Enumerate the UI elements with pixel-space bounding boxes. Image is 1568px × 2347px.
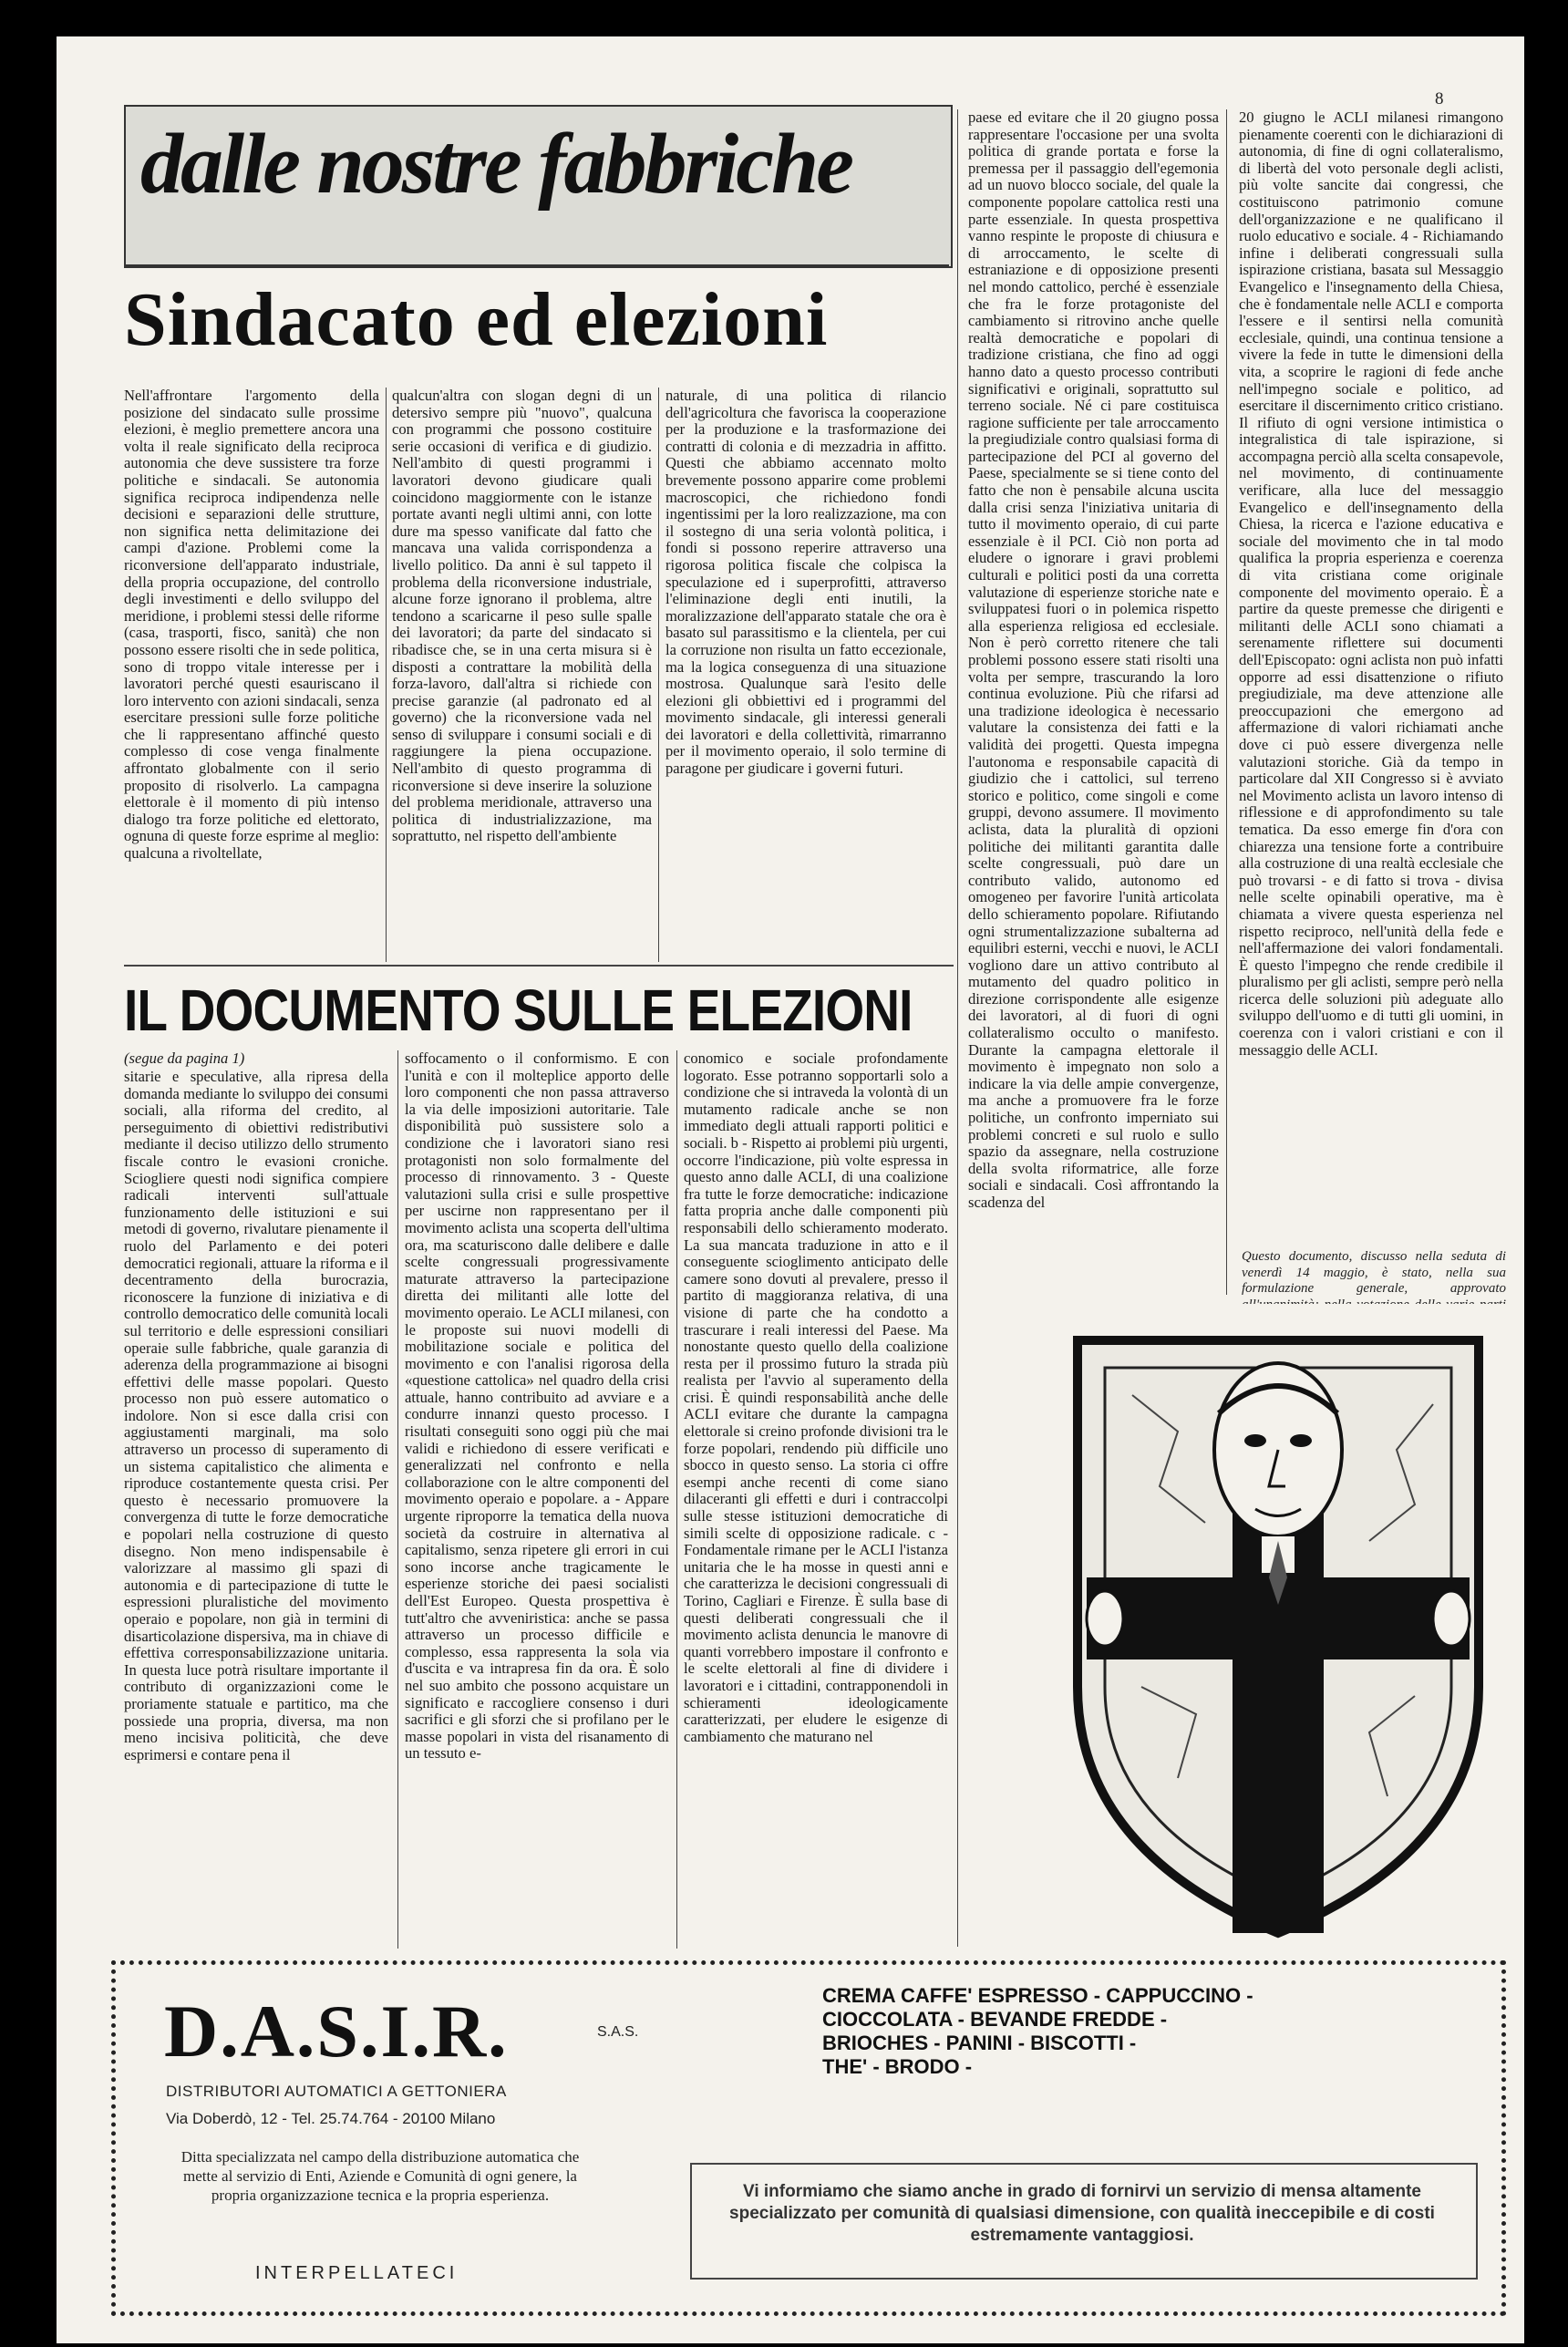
column-divider bbox=[658, 388, 659, 962]
document-column-2: soffocamento o il conformismo. E con l'unità e con il molteplice apporto delle loro componenti che non passa attraverso la via delle imposizioni autoritarie. Tale disponibilità può sussistere solo a condizione che i lavoratori siano resi protagonisti non solo formalmente del processo di rinnovamento. 3 - Queste valutazioni sulla crisi e sulle prospettive per uscirne non rappresentano per il movimento aclista una scoperta dell'ultima ora, ma scaturiscono dalle delibere e dalle scelte congressuali progressivamente maturate attraverso la partecipazione diretta dei militanti alle lotte del movimento operaio. Le ACLI milanesi, con le proposte sui nuovi modelli di mobilitazione sociale e politica del movimento e con l'analisi rigorosa della «questione cattolica» nel quadro della crisi attuale, hanno contribuito ad avviare e a condurre innanzi questo processo. I risultati conseguiti sono oggi più che mai validi e richiedono di essere verificati e generalizzati nel confronto e nella collaborazione con le altre componenti del movimento operaio e popolare. a - Appare urgente riproporre la tematica della nuova società da costruire in alternativa al capitalismo, senza ripetere gli errori in cui sono incorse anche tragicamente le esperienze storiche dei paesi socialisti dell'Est Europeo. Questa prospettiva è tutt'altro che avveniristica: anche se passa attraverso un processo difficile e complesso, essa rappresenta la sola via d'uscita e va intrapresa fin da ora. È solo nel suo ambito che possono acquistare un significato e raccogliere consenso i duri sacrifici e gli sforzi che si profilano per le masse popolari in vista del risanamento di un tessuto e- bbox=[405, 1050, 669, 1763]
section-title: dalle nostre fabbriche bbox=[140, 117, 851, 212]
ad-subtitle: DISTRIBUTORI AUTOMATICI A GETTONIERA bbox=[166, 2083, 507, 2100]
article-headline: Sindacato ed elezioni bbox=[124, 277, 829, 362]
ad-address: Via Doberdò, 12 - Tel. 25.74.764 - 20100 Milano bbox=[166, 2110, 496, 2127]
ad-description: Ditta specializzata nel campo della distribuzione automatica che mette al servizio di Enti, Aziende e Comunità di ogni genere, la propria organizzazione tecnica e la propria esperienza. bbox=[181, 2148, 580, 2204]
column-divider bbox=[386, 388, 387, 962]
document-column-1: sitarie e speculative, alla ripresa della domanda mediante lo sviluppo dei consumi sociali, alla riforma del credito, al perseguimento di obiettivi redistributivi mediante il deciso utilizzo dello strumento fiscale contro le evasioni croniche. Sciogliere questi nodi significa compiere radicali interventi sull'attuale funzionamento delle istituzioni e sui metodi di governo, rivalutare pienamente il ruolo del Parlamento e dei poteri democratici regionali, attuare la riforma e il decentramento della burocrazia, riconoscere la funzione di iniziativa e di controllo democratico delle comunità locali sul territorio e delle espressioni consiliari operaie sulle fabbriche, quale garanzia di aderenza della programmazione ai bisogni effettivi delle masse popolari. Questo processo non può essere automatico o indolore. Non si esce dalla crisi con aggiustamenti marginali, ma solo attraverso un processo di superamento di un sistema capitalistico che alimenta e riproduce costantemente questa crisi. Per questo è necessario promuovere la convergenza di tutte le forze democratiche e popolari nella costruzione di questo disegno. Non meno indispensabile è valorizzare al massimo gli spazi di autonomia e di partecipazione di tutte le espressioni pluralistiche del movimento operaio e popolare, non già in termini di disarticolazione dispersiva, ma in chiave di effettiva corresponsabilizzazione unitaria. In questa luce potrà risultare importante il contributo di organizzazioni come le proriamente statuale e partitico, ma che possiede una propria, diversa, ma non meno incisiva politicità, che deve esprimersi e contare pena il bbox=[124, 1069, 388, 1763]
document-headline: IL DOCUMENTO SULLE ELEZIONI bbox=[124, 977, 913, 1043]
column-divider bbox=[397, 1050, 398, 1949]
document-column-3: conomico e sociale profondamente logorato. Esse potranno sopportarli solo a condizione che si intraveda la volontà di un mutamento radicale anche se non immediato degli attuali rapporti politici e sociali. b - Rispetto ai problemi più urgenti, occorre l'indicazione, più volte espressa in questo anno dalle ACLI, di una coalizione fra tutte le forze democratiche: indicazione fatta propria anche dalle componenti più responsabili dello schieramento moderato. La sua mancata traduzione in atto e il conseguente scioglimento anticipato delle camere sono dovuti al prevalere, presso il partito di maggioranza relativa, di una visione di parte che ha condotto a trascurare i reali interessi del Paese. Ma nonostante questo quello della coalizione resta per il prossimo futuro la strada più realista per l'avvio al superamento della crisi. È quindi responsabilità anche delle ACLI evitare che durante la campagna elettorale si creino profonde divisioni tra le forze popolari, rendendo più difficile uno sbocco in questo senso. La storia ci offre esempi anche recenti di come siano dilaceranti gli effetti e duri i contraccolpi sulle stesse istituzioni democratiche di simili scelte di opposizione radicale. c - Fondamentale rimane per le ACLI l'istanza unitaria che le ha mosse in questi anni e che caratterizza le decisioni congressuali di Torino, Cagliari e Firenze. È sulla base di questi deliberati congressuali che il movimento aclista denuncia le manovre di quanti vorrebbero impostare il confronto e le scelte elettorali al fine di dividere i lavoratori e i cittadini, contrapponendoli in schieramenti ideologicamente caratterizzati, per eludere le esigenze di cambiamento che maturano nel bbox=[684, 1050, 948, 1745]
ad-product-list bbox=[822, 1984, 1253, 2079]
document-column-5: 20 giugno le ACLI milanesi rimangono pienamente coerenti con le dichiarazioni di autonomia, di fine di ogni collateralismo, di libertà del voto personale degli aclisti, più volte sancite dai congressi, che costituiscono patrimonio comune dell'organizzazione e ne qualificano il ruolo educativo e sociale. 4 - Richiamando infine i deliberati congressuali sulla ispirazione cristiana, basata sul Messaggio Evangelico e l'insegnamento della Chiesa, che è fondamentale nelle ACLI e comporta l'essere e il sentirsi nella comunità ecclesiale, quindi, una continua tensione a vivere la fede in tutte le dimensioni della vita, a scoprire le ragioni di fede anche nell'impegno sociale e politico, ad esercitare il discernimento critico cristiano. Il rifiuto di ogni versione intimistica o integralistica di tale ispirazione, si accompagna perciò alla scelta consapevole, nel movimento, di continuamente verificare, alla luce del messaggio Evangelico e dell'insegnamento della Chiesa, la ricerca e l'azione educativa e sociale del movimento che in tal modo qualifica la propria esperienza e coerenza di vita cristiana come originale componente del movimento operaio. È a partire da queste premesse che dirigenti e militanti delle ACLI sono chiamati a serenamente riflettere sui documenti dell'Episcopato: ogni aclista non può infatti opporre ad essi disattenzione o rifiuto pregiudiziale, ma deve attenzione alle preoccupazioni che emergono ad affermazione di valori richiamati anche dove ci può essere divergenza nelle valutazioni storiche. Già da tempo in particolare dal XII Congresso si è avviato nel Movimento aclista un lavoro intenso di riflessione e di approfondimento su tale tematica. Da esso emerge fin d'ora con chiarezza una tensione forte a contribuire alla costruzione di una realtà ecclesiale che può trovarsi - e di fatto si trova - divisa nelle scelte opinabili operative, ma è chiamata a vivere questa esperienza nel rispetto reciproco, nell'unità della fede e nell'affermazione dei valori fondamentali. È questo l'impegno che rende credibile il pluralismo per gli aclisti, sempre però nella ricerca delle soluzioni più adeguate allo sviluppo dell'uomo e di tutti gli uomini, in coerenza con i valori cristiani e con il messaggio delle ACLI. bbox=[1239, 109, 1503, 1059]
ad-brand-name: D.A.S.I.R. bbox=[164, 1990, 509, 2073]
ad-product-line: THE' - BRODO - bbox=[822, 2055, 973, 2078]
column-divider bbox=[1226, 109, 1227, 1295]
article-column-3: naturale, di una politica di rilancio dell'agricoltura che favorisca la cooperazione per la produzione e la trasformazione dei contratti di colonia e di mezzadria in affitto. Questi che abbiamo accennato molto brevemente possono apparire come problemi macroscopici, che richiedono fondi ingentissimi per la loro realizzazione, ma con il sostegno di una seria volontà politica, i fondi si possono reperire attraverso una rigorosa politica fiscale che colpisca la speculazione ed i superprofitti, attraverso l'eliminazione degli enti inutili, la moralizzazione dell'apparato statale che ora è basato sul parassitismo e la clientela, per cui la corruzione non risulta un fatto eccezionale, ma la logica conseguenza di una situazione mostrosa. Qualunque sarà l'esito delle elezioni gli obbiettivi ed i programmi del movimento sindacale, gli interessi generali dei lavoratori e della collettività, rimarranno per il movimento operaio, il solo termine di paragone per giudicare i governi futuri. bbox=[665, 388, 946, 778]
continued-label: (segue da pagina 1) bbox=[124, 1050, 245, 1067]
ad-product-line: CREMA CAFFE' ESPRESSO - CAPPUCCINO - bbox=[822, 1984, 1253, 2007]
banner-rule bbox=[124, 264, 949, 267]
article-column-2: qualcun'altra con slogan degni di un detersivo sempre più "nuovo", qualcuna con programmi che possono costituire serie occasioni di verifica e di giudizio. Nell'ambito di questi programmi i lavoratori devono giudicare quali coincidono maggiormente con le istanze portate avanti negli ultimi anni, con lotte dure ma spesso vanificate dal fatto che mancava una valida corrispondenza a livello politico. Da anni è sul tappeto il problema della riconversione industriale, alcune forze ignorano il problema, altre tendono a scaricarne il peso sulle spalle dei lavoratori; da parte del sindacato si ribadisce che, se in una certa misura si è disposti a contrattare la mobilità della forza-lavoro, dall'altra si richiede con precise garanzie (al padronato ed al governo) che la riconversione vada nel senso di sviluppare i consumi sociali e di raggiungere la piena occupazione. Nell'ambito di questo programma di riconversione si deve inserire la soluzione del problema meridionale, attraverso una politica di industrializzazione, ma soprattutto, nel rispetto dell'ambiente bbox=[392, 388, 652, 845]
column-divider bbox=[676, 1050, 677, 1949]
headline-rule bbox=[124, 965, 954, 967]
newspaper-page bbox=[57, 36, 1524, 2343]
document-column-4: paese ed evitare che il 20 giugno possa rappresentare l'occasione per una svolta politica di grande portata e forse la premessa per il passaggio dell'egemonia ad un nuovo blocco sociale, del quale la componente popolare cattolica resti una parte essenziale. In questa prospettiva vanno respinte le proposte di chiusura e di arroccamento, le scelte di estraniazione e di opposizione presenti nel mondo cattolico, perché è essenziale che fra le forze protagoniste del cambiamento si ritrovino anche quelle realtà democratiche e popolari di tradizione cristiana, che fino ad oggi hanno dato a questo processo contributi significativi e originali, soprattutto sul terreno sociale. Né ci pare costituisca ragione sufficiente per tale arroccamento la pregiudiziale contro qualsiasi forma di partecipazione del PCI al governo del Paese, specialmente se si tiene conto del fatto che non è pensabile alcuna uscita dalla crisi senza l'iniziativa unitaria di tutto il movimento operaio, di cui parte essenziale è il PCI. Ciò non porta ad eludere o ignorare i gravi problemi culturali e politici posti da una corretta valutazione di esperienze storiche nate e sviluppatesi fuori o in polemica rispetto alla esperienza religiosa ed ecclesiale. Non è però corretto ritenere che tali problemi possono essere stati risolti una volta per sempre, trascurando la loro continua evoluzione. Più che rifarsi ad una tradizione ideologica è necessario valutare la consistenza dei fatti e la validità dei progetti. Questa impegna l'autonoma e responsabile capacità di giudizio che i cattolici, sul terreno storico e politico, come singoli e come gruppi, devono assumere. Il movimento aclista, data la pluralità di opzioni politiche dei militanti garantita dalle scelte congressuali, può dare un contributo valido, autonomo ed omogeneo per favorire l'unità articolata dello schieramento popolare. Rifiutando ogni strumentalizzazione subalterna ad equilibri esterni, vecchi e nuovi, le ACLI vogliono dare un attivo contributo al mutamento del quadro politico in direzione corrispondente alle esigenze dei lavoratori, al di fuori di ogni collateralismo occulto o manifesto. Durante la campagna elettorale il movimento è impegnato non solo a indicare la via delle ampie convergenze, ma anche a promuovere fra le forze politiche, un confronto imperniato sui problemi concreti e sul ruolo e sullo spazio da assegnare, nella costruzione della svolta riformatrice, alle forze sociali e sindacali. Così affrontando la scadenza del bbox=[968, 109, 1219, 1211]
article-column-1: Nell'affrontare l'argomento della posizione del sindacato sulle prossime elezioni, è meglio premettere ancora una volta il reale significato della reciproca autonomia che deve sussistere tra forze politiche e sindacali. Se autonomia significa reciproca indipendenza nelle decisioni e separazioni delle strutture, non significa netta delimitazione dei campi d'azione. Problemi come la riconversione dell'apparato industriale, della propria occupazione, del controllo degli investimenti e dello sviluppo del meridione, i problemi stessi delle riforme (casa, trasporti, fisco, sanità) che non possono essere risolti che in sede politica, sono di troppo vitale interesse per i lavoratori perché questi esauriscano il loro intervento con azioni sindacali, senza esercitare pressioni sulle forze politiche che li rappresentano affinché questo complesso di cose venga finalmente affrontato globalmente con il serio proposito di risolverlo. La campagna elettorale è il momento di più intenso dialogo tra forze politiche ed elettorato, ognuna di queste forze esprime al meglio: qualcuna a rivoltellate, bbox=[124, 388, 379, 863]
ad-legal-form: S.A.S. bbox=[597, 2024, 639, 2040]
caricature-illustration bbox=[1050, 1304, 1506, 1942]
ad-product-line: BRIOCHES - PANINI - BISCOTTI - bbox=[822, 2032, 1137, 2054]
column-divider bbox=[957, 109, 958, 1947]
ad-call-to-action: INTERPELLATECI bbox=[255, 2263, 459, 2283]
ad-product-line: CIOCCOLATA - BEVANDE FREDDE - bbox=[822, 2008, 1168, 2031]
page-number: 8 bbox=[1435, 89, 1444, 109]
document-note: Questo documento, discusso nella seduta di venerdì 14 maggio, è stato, nella sua formulazione generale, approvato bbox=[1242, 1249, 1506, 1296]
ad-notice-text: Vi informiamo che siamo anche in grado di fornirvi un servizio di mensa altamente specializzato per comunità di qualsiasi dimensione, con qualità ineccepibile e di costi estremamente vantaggiosi. bbox=[729, 2182, 1435, 2245]
